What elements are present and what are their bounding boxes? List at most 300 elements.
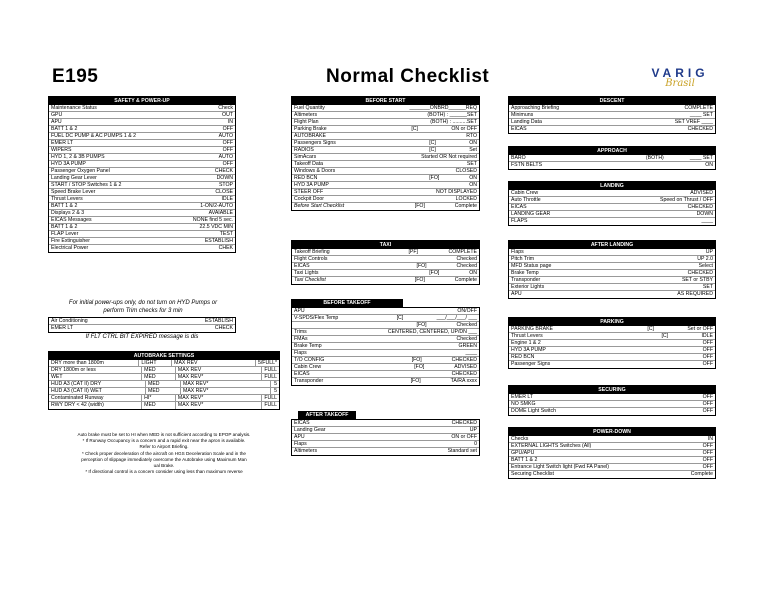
- section-header: SAFETY & POWER-UP: [49, 97, 235, 105]
- checklist-item: Taxi Checklist: [294, 277, 326, 283]
- checklist-value: (BOTH) : ..........SET: [430, 118, 477, 125]
- table-row: [49, 367, 279, 374]
- checklist-item: EICAS: [294, 370, 310, 377]
- checklist-value: ____ SET: [689, 154, 713, 161]
- air-conditioning-section: [48, 317, 236, 333]
- reverse-setting-cell: MAX REV*: [181, 388, 271, 394]
- checklist-item: Electrical Power: [51, 245, 89, 251]
- checklist-item: Landing Gear: [294, 426, 326, 433]
- reverse-setting-cell: MAX REV: [172, 360, 256, 366]
- checklist-value: SET or STBY: [681, 276, 713, 283]
- autobrake-setting-cell: HI*: [142, 395, 176, 401]
- checklist-item: Before Start Checklist: [294, 203, 345, 209]
- checklist-item: Minimuns: [511, 111, 534, 118]
- reverse-setting-cell: MAX REV*: [176, 402, 262, 409]
- approach-section: [508, 146, 716, 170]
- checklist-item: T/O CONFIG: [294, 356, 325, 363]
- autobrake-note-line: perception of slippage immediately overcome the Autobrake using Maximum Man: [81, 456, 247, 462]
- checklist-item: HYD 3A PUMP: [51, 160, 86, 167]
- checklist-item: FLAP Lever: [51, 230, 79, 237]
- checklist-row: [509, 408, 715, 415]
- checklist-row: [292, 270, 479, 277]
- checklist-role: [FO]: [416, 321, 427, 328]
- checklist-value: Checked: [456, 255, 477, 262]
- checklist-value: Complete: [690, 471, 713, 477]
- checklist-item: GPU/APU: [511, 449, 535, 456]
- checklist-value: _______ONBRD______REQ: [409, 104, 477, 111]
- aircraft-type-title: E195: [52, 66, 99, 87]
- section-header: APPROACH: [509, 147, 715, 155]
- checklist-item: Takeoff Data: [294, 160, 324, 167]
- checklist-item: Auto Throttle: [511, 196, 541, 203]
- checklist-value: ESTABLISH: [204, 237, 233, 244]
- checklist-value: OFF: [222, 125, 233, 132]
- checklist-row: [49, 245, 235, 252]
- checklist-item: PARKING BRAKE: [511, 325, 553, 332]
- checklist-value: Checked: [456, 321, 477, 328]
- checklist-role: (BOTH): [645, 154, 664, 161]
- page-title: Normal Checklist: [326, 66, 490, 87]
- checklist-value: ON/OFF: [457, 307, 477, 314]
- securing-section: [508, 385, 716, 416]
- autobrake-notes: [48, 432, 280, 475]
- power-down-section: [508, 427, 716, 479]
- checklist-value: OFF: [702, 346, 713, 353]
- checklist-item: EICAS: [511, 126, 527, 132]
- checklist-row: [292, 203, 479, 210]
- table-row: [49, 360, 279, 367]
- checklist-value: IDLE: [701, 332, 713, 339]
- checklist-value: OFF: [222, 139, 233, 146]
- checklist-item: EICAS: [294, 419, 310, 426]
- logo-script: Brasil: [665, 78, 695, 89]
- checklist-item: HYD 3A PUMP: [511, 346, 546, 353]
- checklist-value: OFF: [702, 408, 713, 414]
- checklist-item: Checks: [511, 435, 529, 442]
- checklist-value: ON or OFF: [451, 125, 477, 132]
- safety-powerup-section: [48, 96, 236, 253]
- checklist-value: Set: [469, 146, 477, 153]
- checklist-item: Altimeters: [294, 111, 318, 118]
- checklist-value: STOP: [218, 181, 233, 188]
- checklist-role: [C]: [429, 146, 436, 153]
- checklist-value: UP: [469, 426, 477, 433]
- checklist-item: FUEL DC PUMP & AC PUMPS 1 & 2: [51, 132, 137, 139]
- reverse-setting-cell: MAX REV: [176, 367, 262, 373]
- checklist-value: COMPLETE: [448, 248, 477, 255]
- checklist-value: 0: [474, 440, 477, 447]
- checklist-item: FLAPS: [511, 218, 528, 224]
- taxi-section: [291, 240, 480, 285]
- table-row: [49, 402, 279, 409]
- checklist-item: Engine 1 & 2: [511, 339, 541, 346]
- descent-section: [508, 96, 716, 134]
- section-header: AFTER LANDING: [509, 241, 715, 249]
- checklist-item: FMAs: [294, 335, 308, 342]
- checklist-item: HYD 3A PUMP: [294, 181, 329, 188]
- landing-section: [508, 181, 716, 226]
- checklist-row: [509, 291, 715, 298]
- checklist-value: (BOTH) : ______SET: [427, 111, 477, 118]
- checklist-item: FSTN BELTS: [511, 162, 543, 168]
- checklist-value: CHEK: [218, 245, 233, 251]
- flaps-setting-cell: FULL: [264, 374, 277, 380]
- checklist-item: NO SMKG: [511, 400, 536, 407]
- checklist-item: APU: [294, 433, 305, 440]
- checklist-item: Takeoff Briefing: [294, 248, 330, 255]
- checklist-item: Fuel Quantity: [294, 104, 325, 111]
- checklist-row: [292, 277, 479, 284]
- checklist-row: [49, 238, 235, 245]
- before-start-section: [291, 96, 480, 211]
- checklist-item: Windows & Doors: [294, 167, 336, 174]
- checklist-item: Fire Extinguisher: [51, 237, 90, 244]
- checklist-item: Flaps: [511, 248, 524, 255]
- checklist-row: [292, 196, 479, 203]
- checklist-role: [C]: [647, 325, 654, 332]
- checklist-value: ON: [705, 162, 713, 168]
- checklist-value: DOWN: [216, 174, 233, 181]
- runway-condition-cell: WET: [49, 374, 142, 380]
- autobrake-note-line: * If directional control is a concern consider using less than maximum reverse: [85, 469, 243, 475]
- checklist-value: DOWN: [696, 210, 713, 217]
- section-header: AUTOBRAKE SETTINGS: [49, 352, 279, 360]
- checklist-role: [FO]: [411, 356, 422, 363]
- checklist-item: Pitch Trim: [511, 255, 535, 262]
- checklist-item: DOME Light Switch: [511, 408, 556, 414]
- checklist-item: BATT 1 & 2: [511, 456, 538, 463]
- checklist-value: ON: [469, 174, 477, 181]
- runway-condition-cell: Contaminated Runway: [49, 395, 142, 401]
- autobrake-setting-cell: MED: [146, 381, 181, 387]
- checklist-value: ____ SET: [689, 111, 713, 118]
- checklist-value: TA/RA xxxx: [450, 378, 477, 384]
- checklist-item: BARO: [511, 154, 526, 161]
- checklist-value: Standard set: [447, 448, 477, 454]
- checklist-item: Cockpit Door: [294, 195, 324, 202]
- flaps-setting-cell: 5: [274, 388, 277, 394]
- checklist-value: OFF: [222, 146, 233, 153]
- checklist-item: APU: [511, 291, 522, 297]
- checklist-item: Thrust Levers: [51, 195, 83, 202]
- checklist-value: IDLE: [221, 195, 233, 202]
- section-header: PARKING: [509, 318, 715, 326]
- checklist-value: SET VREF ____: [674, 118, 713, 125]
- checklist-item: Maintenance Status: [51, 104, 97, 111]
- checklist-row: [509, 218, 715, 225]
- checklist-value: OFF: [702, 449, 713, 456]
- checklist-item: GPU: [51, 111, 63, 118]
- checklist-item: EMER LT: [511, 393, 534, 400]
- checklist-value: CHECKED: [687, 126, 713, 132]
- section-header: BEFORE START: [292, 97, 479, 105]
- checklist-value: ESTABLISH: [204, 317, 233, 324]
- runway-condition-cell: HUD A3 (CAT II) WET: [49, 388, 146, 394]
- checklist-item: Flight Controls: [294, 255, 328, 262]
- checklist-item: Approaching Briefing: [511, 104, 560, 111]
- checklist-item: EICAS Messages: [51, 216, 92, 223]
- checklist-value: IN: [707, 435, 713, 442]
- checklist-value: AVAIABLE: [208, 209, 233, 216]
- runway-condition-cell: RWY DRY < 42 (width): [49, 402, 142, 409]
- table-row: [49, 381, 279, 388]
- checklist-item: HYD 1, 2 & 3B PUMPS: [51, 153, 105, 160]
- checklist-item: BATT 1 & 2: [51, 223, 78, 230]
- checklist-value: CHECKED: [451, 370, 477, 377]
- checklist-value: Speed on Thrust / OFF: [660, 196, 713, 203]
- checklist-value: Complete: [454, 277, 477, 283]
- checklist-value: LOCKED: [455, 195, 477, 202]
- checklist-item: Passenger Signs: [511, 361, 551, 367]
- checklist-item: RADIOS: [294, 146, 314, 153]
- checklist-item: EXTERNAL LIGHTS Switches (All): [511, 442, 592, 449]
- checklist-item: Trims: [294, 328, 307, 335]
- reverse-setting-cell: MAX REV*: [176, 395, 262, 401]
- checklist-row: [509, 361, 715, 368]
- autobrake-setting-cell: MED: [142, 374, 176, 380]
- checklist-role: [C]: [396, 314, 404, 321]
- checklist-value: Check: [218, 104, 233, 111]
- checklist-item: LANDING GEAR: [511, 210, 551, 217]
- checklist-value: NOT DISPLAYED: [435, 188, 477, 195]
- checklist-item: AUTOBRAKE: [294, 132, 326, 139]
- checklist-value: OFF: [702, 361, 713, 367]
- checklist-role: [FO]: [410, 378, 421, 384]
- table-row: [49, 388, 279, 395]
- checklist-row: [509, 155, 715, 162]
- checklist-row: [509, 401, 715, 408]
- checklist-row: [49, 325, 235, 332]
- checklist-value: Select: [698, 262, 713, 269]
- checklist-item: BATT 1 & 2: [51, 202, 78, 209]
- checklist-item: Passengers Signs: [294, 139, 336, 146]
- flaps-setting-cell: FULL: [264, 395, 277, 401]
- flaps-setting-cell: FULL: [264, 402, 277, 408]
- flt-ctrl-note: If FLT CTRL BIT EXPIRED message is dis: [85, 334, 199, 340]
- checklist-role: [FO]: [414, 363, 425, 370]
- after-landing-section: [508, 240, 716, 299]
- checklist-value: ON: [469, 139, 477, 146]
- checklist-value: ____: [701, 218, 713, 224]
- checklist-value: AUTO: [218, 153, 233, 160]
- autobrake-setting-cell: MED: [142, 402, 176, 409]
- checklist-value: CHECKED: [687, 269, 713, 276]
- checklist-item: EMER LT: [51, 139, 74, 146]
- autobrake-setting-cell: MED: [146, 388, 181, 394]
- checklist-value: ON: [469, 181, 477, 188]
- checklist-value: ON: [469, 269, 477, 276]
- flaps-setting-cell: 5/FULL*: [257, 360, 277, 366]
- checklist-value: SET: [466, 160, 477, 167]
- checklist-value: ___/___/___/ ___: [436, 314, 477, 321]
- checklist-item: Brake Temp: [511, 269, 539, 276]
- checklist-item: APU: [294, 307, 305, 314]
- checklist-value: CHECK: [214, 167, 233, 174]
- after-takeoff-header: AFTER TAKEOFF: [298, 411, 356, 419]
- runway-condition-cell: HUD A3 (CAT II) DRY: [49, 381, 146, 387]
- checklist-item: EMER LT: [51, 325, 74, 331]
- checklist-value: Complete: [454, 203, 477, 209]
- autobrake-setting-cell: LIGHT: [139, 360, 172, 366]
- checklist-item: Parking Brake: [294, 125, 327, 132]
- checklist-item: WIPERS: [51, 146, 72, 153]
- runway-condition-cell: DRY more than 1800m: [49, 360, 139, 366]
- autobrake-note-line: * If Runway Occupancy is a concern and a rapid exit near the apron is available.: [82, 438, 246, 444]
- before-takeoff-section: [291, 307, 480, 386]
- checklist-item: Taxi Lights: [294, 269, 319, 276]
- checklist-value: ON or OFF: [451, 433, 477, 440]
- checklist-value: OFF: [702, 393, 713, 400]
- runway-condition-cell: DRY 1800m or less: [49, 367, 142, 373]
- checklist-item: EICAS: [511, 203, 527, 210]
- checklist-item: Thrust Levers: [511, 332, 543, 339]
- checklist-item: MFD Status page: [511, 262, 552, 269]
- checklist-value: 22.5 VDC MIN: [199, 223, 233, 230]
- checklist-item: Air Conditioning: [51, 317, 88, 324]
- checklist-item: V-SPDS/Flex Temp: [294, 314, 339, 321]
- section-header: LANDING: [509, 182, 715, 190]
- checklist-value: ____: [465, 349, 477, 356]
- checklist-item: Brake Temp: [294, 342, 322, 349]
- checklist-role: [FO]: [429, 174, 440, 181]
- checklist-item: RED BCN: [511, 353, 535, 360]
- checklist-value: AUTO: [218, 132, 233, 139]
- checklist-item: EICAS: [294, 262, 310, 269]
- autobrake-note-line: Refer to Airport Briefing.: [139, 444, 189, 450]
- parking-section: [508, 317, 716, 369]
- checklist-item: START / STOP Switches 1 & 2: [51, 181, 122, 188]
- table-row: [49, 395, 279, 402]
- checklist-row: [292, 378, 479, 385]
- checklist-item: Entrance Light Switch light (Fwd FA Panel): [511, 463, 610, 470]
- checklist-value: CHECKED: [451, 419, 477, 426]
- checklist-item: BATT 1 & 2: [51, 125, 78, 132]
- checklist-row: [509, 162, 715, 169]
- checklist-value: COMPLETE: [684, 104, 713, 111]
- checklist-item: SimAcars: [294, 153, 317, 160]
- checklist-value: ADVISED: [454, 363, 477, 370]
- checklist-value: CLOSE: [215, 188, 233, 195]
- autobrake-note-line: * Check proper deceleration of the aircraft on HGS Deceleration Scale and in the: [82, 450, 246, 456]
- section-header: DESCENT: [509, 97, 715, 105]
- checklist-value: OFF: [702, 353, 713, 360]
- checklist-value: ADVISED: [690, 189, 713, 196]
- autobrake-setting-cell: MED: [142, 367, 176, 373]
- checklist-value: RTO: [466, 132, 477, 139]
- checklist-row: [509, 471, 715, 478]
- powerup-note: For initial power-ups only, do not turn on HYD Pumps or perform Trim checks for 3 min: [68, 300, 218, 314]
- flaps-setting-cell: 5: [274, 381, 277, 387]
- checklist-value: IN: [227, 118, 233, 125]
- reverse-setting-cell: MAX REV*: [181, 381, 271, 387]
- checklist-value: AS REQUIRED: [677, 291, 713, 297]
- checklist-value: CLOSED: [455, 167, 477, 174]
- checklist-row: [292, 441, 479, 448]
- autobrake-section: [48, 351, 280, 410]
- checklist-row: [509, 284, 715, 291]
- checklist-value: OFF: [222, 160, 233, 167]
- checklist-item: Transponder: [511, 276, 541, 283]
- checklist-role: [C]: [661, 332, 669, 339]
- checklist-item: APU: [51, 118, 62, 125]
- checklist-value: Checked: [456, 262, 477, 269]
- checklist-item: Cabin Crew: [511, 189, 539, 196]
- logo-brand: VARIG: [651, 66, 709, 80]
- airline-logo: [648, 66, 712, 94]
- checklist-row: [509, 464, 715, 471]
- checklist-item: Flaps: [294, 349, 307, 356]
- checklist-value: Started OR Not required: [421, 153, 477, 160]
- checklist-value: SET: [702, 283, 713, 290]
- checklist-role: [FO]: [414, 203, 425, 209]
- checklist-value: Checked: [456, 335, 477, 342]
- checklist-item: Passenger Oxygen Panel: [51, 167, 110, 174]
- checklist-value: UP 2.0: [697, 255, 713, 262]
- section-header: SECURING: [509, 386, 715, 394]
- checklist-value: OUT: [222, 111, 233, 118]
- checklist-row: [509, 119, 715, 126]
- checklist-item: Speed Brake Lever: [51, 188, 96, 195]
- checklist-value: CHECKED: [687, 203, 713, 210]
- checklist-item: Landing Gear Lever: [51, 174, 97, 181]
- checklist-value: CHECK: [214, 325, 233, 331]
- checklist-item: Altimeters: [294, 448, 318, 454]
- checklist-value: CENTERED, CENTERED, UP/DN ___: [387, 328, 477, 335]
- checklist-value: NONE find 5 sec.: [192, 216, 233, 223]
- checklist-item: Landing Data: [511, 118, 542, 125]
- reverse-setting-cell: MAX REV*: [176, 374, 262, 380]
- checklist-value: OFF: [702, 456, 713, 463]
- checklist-role: [FO]: [414, 277, 425, 283]
- before-takeoff-header: BEFORE TAKEOFF: [291, 299, 403, 307]
- checklist-item: Exterior Lights: [511, 283, 545, 290]
- checklist-value: OFF: [702, 339, 713, 346]
- table-row: [49, 374, 279, 381]
- checklist-row: [292, 448, 479, 455]
- checklist-row: [49, 318, 235, 325]
- checklist-value: OFF: [702, 400, 713, 407]
- section-header: TAXI: [292, 241, 479, 249]
- checklist-item: Flight Plan: [294, 118, 319, 125]
- checklist-item: Securing Checklist: [511, 471, 554, 477]
- checklist-value: CHECKED: [451, 356, 477, 363]
- checklist-role: [C]: [429, 139, 436, 146]
- checklist-value: OFF: [702, 463, 713, 470]
- flaps-setting-cell: FULL: [264, 367, 277, 373]
- checklist-value: GREEN: [458, 342, 477, 349]
- checklist-role: [PF]: [408, 248, 418, 255]
- checklist-value: 1-ON/2-AUTO: [200, 202, 233, 209]
- checklist-item: STEER OFF: [294, 188, 324, 195]
- checklist-row: [509, 354, 715, 361]
- checklist-value: Set or OFF: [687, 325, 713, 332]
- checklist-value: UP: [705, 248, 713, 255]
- checklist-role: [FO]: [429, 269, 440, 276]
- checklist-item: Transponder: [294, 378, 324, 384]
- checklist-item: Flaps: [294, 440, 307, 447]
- autobrake-note-line: ual Brake.: [153, 463, 175, 469]
- checklist-item: Displays 2 & 3: [51, 209, 85, 216]
- checklist-item: Cabin Crew: [294, 363, 322, 370]
- checklist-value: OFF: [702, 442, 713, 449]
- autobrake-note-line: Auto brake must be set to HI when MED is not sufficient according to EPOP analysis.: [77, 432, 251, 437]
- checklist-row: [292, 371, 479, 378]
- checklist-item: RED BCN: [294, 174, 318, 181]
- checklist-row: [509, 126, 715, 133]
- checklist-role: [FO]: [416, 262, 427, 269]
- checklist-row: [509, 211, 715, 218]
- section-header: POWER-DOWN: [509, 428, 715, 436]
